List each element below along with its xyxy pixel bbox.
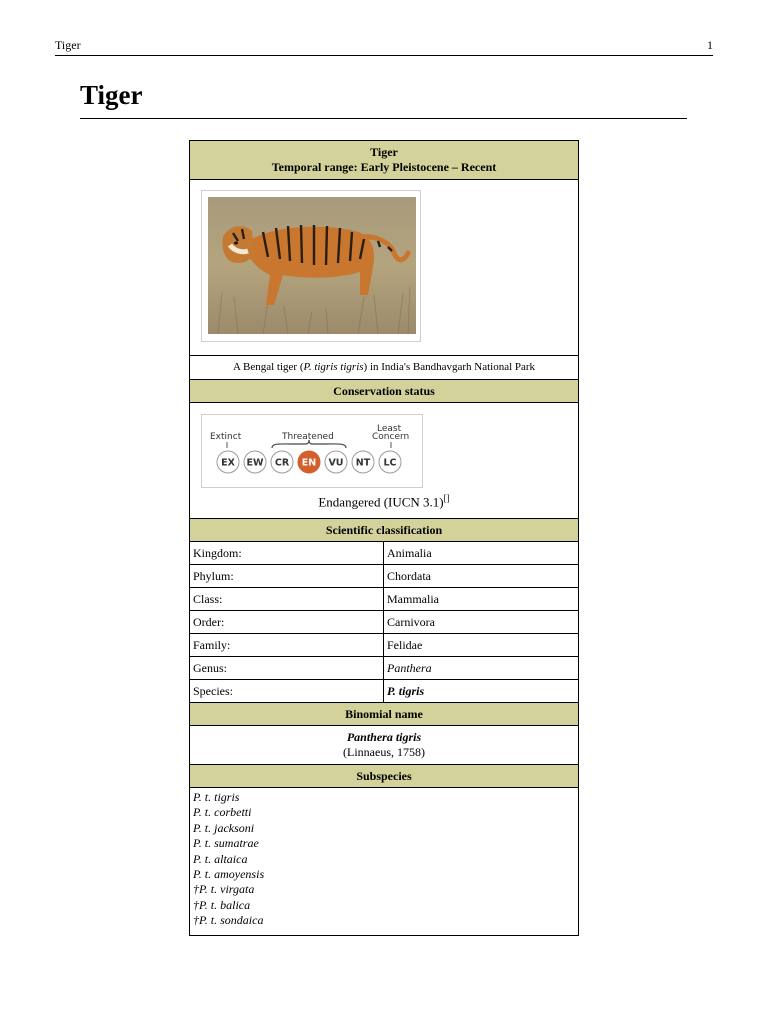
list-item[interactable]: P. t. tigris: [193, 790, 240, 804]
value-order[interactable]: Carnivora: [384, 611, 579, 634]
table-row: [190, 588, 578, 611]
value-phylum[interactable]: Chordata: [384, 565, 579, 588]
iucn-nt-label: NT: [355, 457, 371, 469]
taxobox: [189, 140, 579, 936]
list-item[interactable]: P. t. sumatrae: [193, 836, 259, 851]
list-item[interactable]: †P. t. balica: [193, 897, 251, 912]
running-head: [55, 38, 713, 56]
label-threatened: Threatened: [282, 432, 334, 442]
page-number: 1: [707, 38, 713, 52]
binomial-header: Binomial name: [190, 703, 578, 726]
label-concern: Concern: [372, 432, 410, 442]
list-item[interactable]: P. t. jacksoni: [193, 820, 255, 835]
caption-suffix: ) in India's Bandhavgarh National Park: [363, 361, 536, 373]
iucn-lc-label: LC: [383, 457, 397, 469]
iucn-ew-label: EW: [246, 457, 264, 469]
binomial-name: Panthera tigris: [346, 730, 422, 744]
subspecies-list: [190, 788, 578, 935]
conservation-header: Conservation status: [190, 380, 578, 403]
binomial-cell: [190, 726, 578, 765]
citation-link[interactable]: []: [443, 493, 450, 503]
table-row: [190, 657, 578, 680]
table-row: [190, 565, 578, 588]
conservation-status-text: Endangered (IUCN 3.1): [318, 494, 444, 510]
list-item[interactable]: P. t. corbetti: [193, 805, 252, 820]
rank-kingdom: Kingdom:: [190, 542, 384, 565]
taxobox-name: Tiger: [370, 145, 398, 159]
conservation-status: [190, 493, 578, 510]
table-row: [190, 634, 578, 657]
conservation-cell: [190, 403, 578, 519]
temporal-range: Temporal range: Early Pleistocene – Recent: [271, 160, 497, 174]
rank-family: Family:: [190, 634, 384, 657]
rank-phylum: Phylum:: [190, 565, 384, 588]
tiger-photo-graphic: [208, 197, 416, 334]
subspecies-header: Subspecies: [190, 765, 578, 788]
table-row: [190, 542, 578, 565]
image-caption: [190, 356, 578, 380]
list-item[interactable]: †P. t. virgata: [193, 882, 255, 897]
value-family[interactable]: Felidae: [384, 634, 579, 657]
label-extinct: Extinct: [210, 432, 242, 442]
iucn-en-label: EN: [301, 457, 317, 469]
rank-genus: Genus:: [190, 657, 384, 680]
rank-species: Species:: [190, 680, 384, 703]
value-kingdom[interactable]: Animalia: [384, 542, 579, 565]
label-least: Least: [377, 424, 402, 434]
iucn-scale: [202, 415, 422, 487]
value-class[interactable]: Mammalia: [384, 588, 579, 611]
tiger-photo[interactable]: [201, 190, 421, 342]
table-row: [190, 611, 578, 634]
caption-italic: P. tigris tigris: [303, 361, 364, 373]
image-cell: [190, 180, 578, 356]
page-title: Tiger: [80, 78, 687, 119]
running-head-title: Tiger: [55, 38, 81, 52]
classification-table: [190, 542, 578, 703]
table-row: [190, 680, 578, 703]
list-item[interactable]: P. t. amoyensis: [193, 867, 265, 882]
rank-class: Class:: [190, 588, 384, 611]
classification-header: Scientific classification: [190, 519, 578, 542]
list-item[interactable]: †P. t. sondaica: [193, 913, 264, 928]
iucn-vu-label: VU: [328, 457, 344, 469]
iucn-ex-label: EX: [221, 457, 235, 469]
list-item[interactable]: P. t. altaica: [193, 851, 248, 866]
iucn-cr-label: CR: [274, 457, 290, 469]
caption-prefix: A Bengal tiger (: [232, 361, 304, 373]
conservation-graphic[interactable]: [201, 414, 423, 488]
value-species: P. tigris: [384, 680, 579, 703]
rank-order: Order:: [190, 611, 384, 634]
taxobox-header: [190, 141, 578, 180]
value-genus[interactable]: Panthera: [384, 657, 579, 680]
binomial-authority: (Linnaeus, 1758): [343, 745, 425, 759]
